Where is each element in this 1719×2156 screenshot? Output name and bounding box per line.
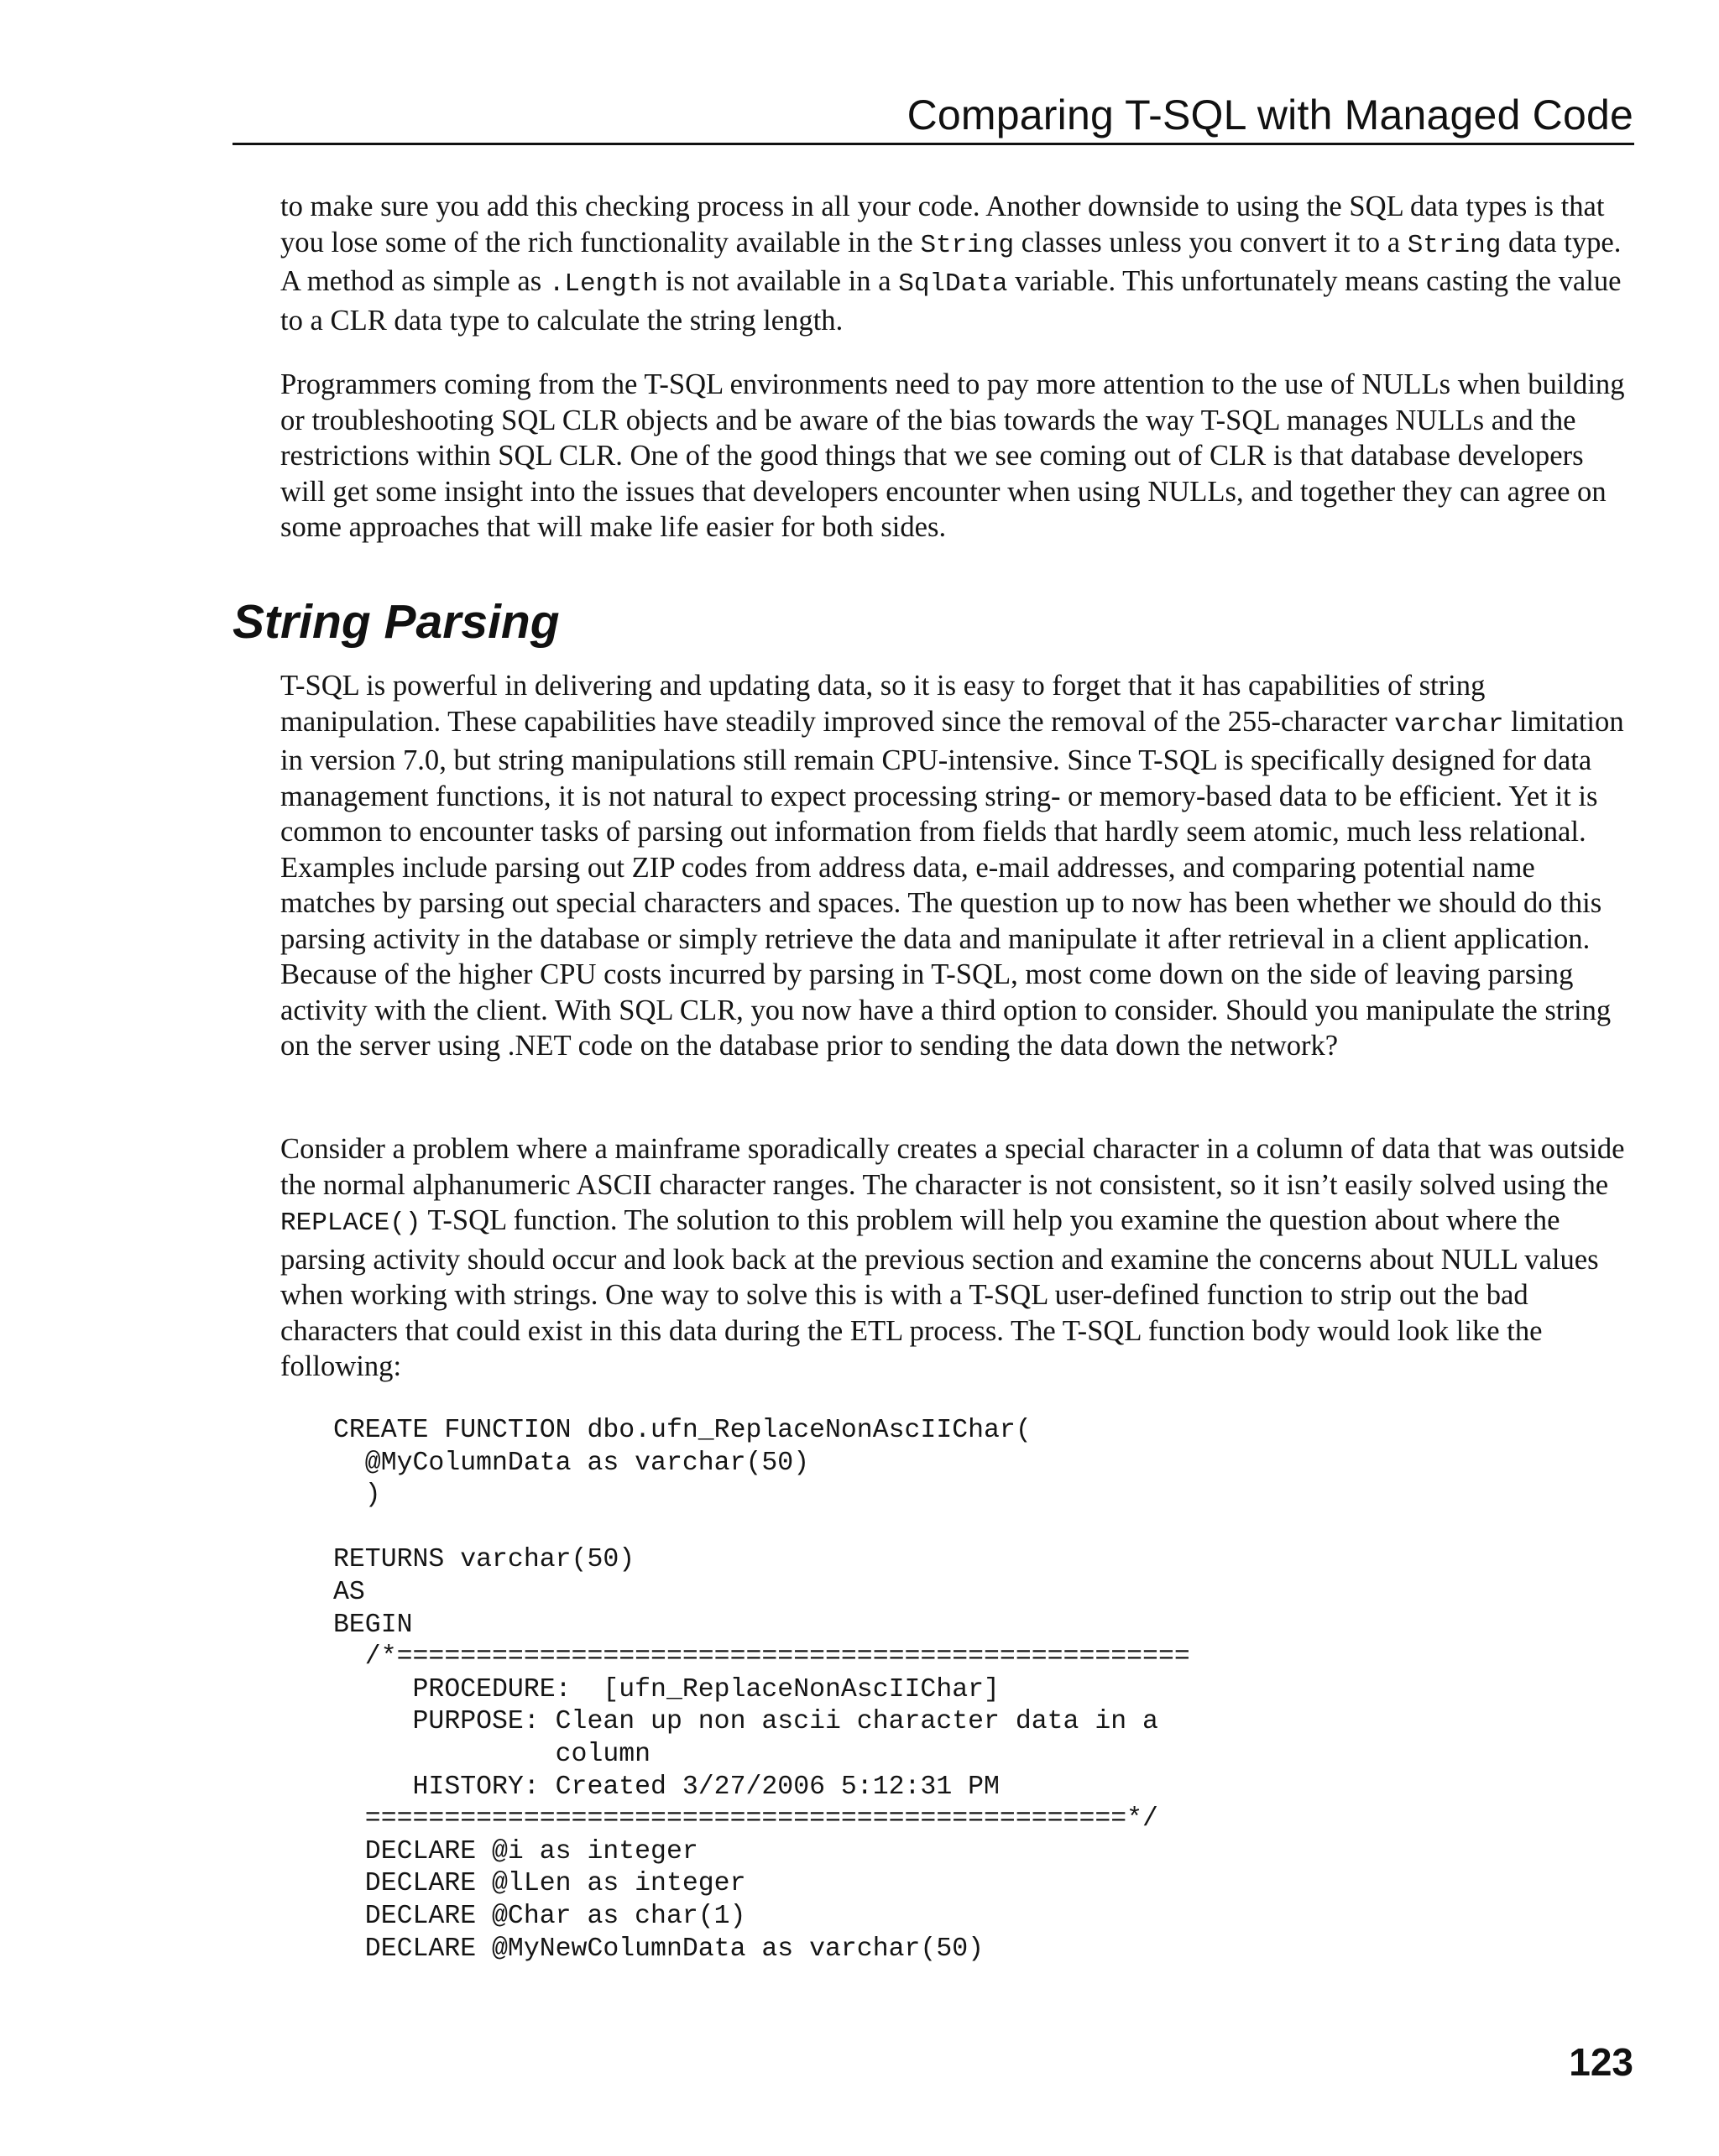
inline-code: .Length [548,269,659,299]
inline-code: String [1407,230,1502,260]
text-run: is not available in a [658,265,899,297]
code-listing: CREATE FUNCTION dbo.ufn_ReplaceNonAscIIChar( @MyColumnData as varchar(50) ) RETURNS varchar(50) AS BEGIN /*================================================== PROCEDURE: [ufn_ReplaceNonAscIIChar] PURPOSE: Clean up non ascii character data in a column HISTORY: Created 3/27/2006 5:12:31 PM ================================================*/ DECLARE @i as integer DECLARE @lLen as integer DECLARE @Char as char(1) DECLARE @MyNewColumnData as varchar(50) [333,1416,1190,1964]
paragraph-nulls [280,367,1632,546]
section-heading: String Parsing [233,595,560,649]
paragraph-text: Programmers coming from the T-SQL environments need to pay more attention to the use of NULLs when building or troubleshooting SQL CLR objects and be aware of the bias towards the way T-SQL manages NULLs and the restrictions within SQL CLR. One of the good things that we see coming out of CLR is that database developers will get some insight into the issues that developers encounter when using NULLs, and together they can agree on some approaches that will make life easier for both sides. [280,368,1625,543]
inline-code: varchar [1394,709,1504,739]
text-run: T-SQL function. The solution to this problem will help you examine the question about where the parsing activity should occur and look back at the previous section and examine the concerns about NULL values when working with strings. One way to solve this is with a T-SQL user-defined function to strip out the bad characters that could exist in this data during the ETL process. The T-SQL function body would look like the following: [280,1204,1599,1382]
inline-code: SqlData [898,269,1008,299]
page-number: 123 [1569,2040,1633,2084]
paragraph-sql-data-types [280,189,1632,338]
inline-code: REPLACE() [280,1209,421,1238]
text-run: classes unless you convert it to a [1014,226,1408,258]
text-run: variable. This unfortunately means casting the value to a CLR data type to calculate the string length. [280,265,1622,337]
paragraph-string-parsing [280,668,1632,1064]
text-run: to make sure you add this checking process in all your code. Another downside to using the SQL data types is that you lose some of the rich functionality available in the [280,191,1605,258]
text-run: T-SQL is powerful in delivering and updating data, so it is easy to forget that it has capabilities of string manipulation. These capabilities have steadily improved since the removal of the 255-character [280,670,1486,738]
paragraph-mainframe-problem [280,1131,1632,1385]
header-rule [233,143,1634,145]
inline-code: String [920,230,1015,260]
text-run: data type. A method as simple as [280,226,1622,297]
text-run: Consider a problem where a mainframe sporadically creates a special character in a column of data that was outside the normal alphanumeric ASCII character ranges. The character is not consistent, so it isn’t easily solved using the [280,1133,1625,1201]
running-header: Comparing T-SQL with Managed Code [907,91,1633,138]
text-run: limitation in version 7.0, but string manipulations still remain CPU-intensive. Since T-SQL is specifically designed for data management functions, it is not natural to expect processing string- or memory-based data to be efficient. Yet it is common to encounter tasks of parsing out information from fields that hardly seem atomic, much less relational. Examples include parsing out ZIP codes from address data, e-mail addresses, and comparing potential name matches by parsing out special characters and spaces. The question up to now has been whether we should do this parsing activity in the database or simply retrieve the data and manipulate it after retrieval in a client application. Because of the higher CPU costs incurred by parsing in T-SQL, most come down on the side of leaving parsing activity with the client. With SQL CLR, you now have a third option to consider. Should you manipulate the string on the server using .NET code on the database prior to sending the data down the network? [280,705,1624,1062]
